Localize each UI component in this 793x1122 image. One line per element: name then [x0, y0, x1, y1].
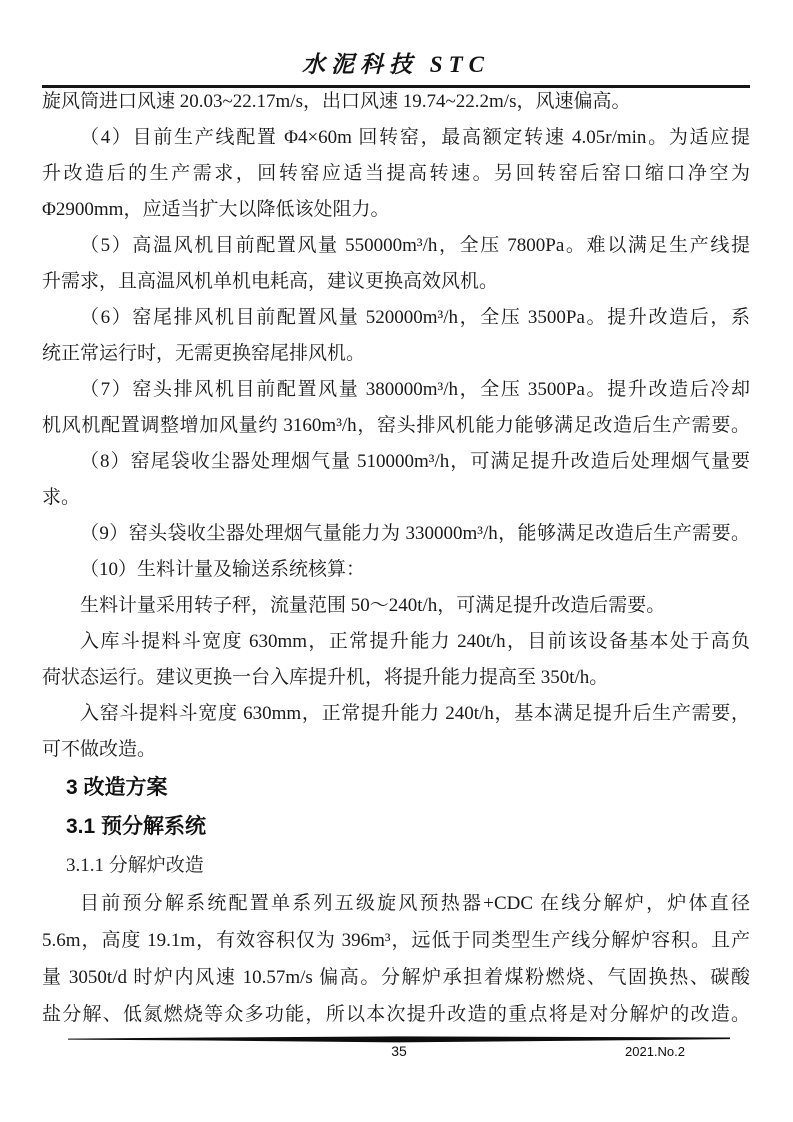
body-line: 升改造后的生产需求，回转窑应适当提高转速。另回转窑后窑口缩口净空为	[42, 163, 750, 184]
body-line: 求。	[42, 487, 81, 508]
body-line: 统正常运行时，无需更换窑尾排风机。	[42, 343, 366, 364]
body-line: Φ2900mm，应适当扩大以降低该处阻力。	[42, 199, 390, 220]
body-line: 入窑斗提料斗宽度 630mm，正常提升能力 240t/h，基本满足提升后生产需要，	[80, 703, 750, 724]
body-line: （5）高温风机目前配置风量 550000m³/h，全压 7800Pa。难以满足生产线提	[80, 235, 750, 256]
footer-rule-stroke	[68, 1036, 730, 1043]
body-line: 生料计量采用转子秤，流量范围 50～240t/h，可满足提升改造后需要。	[80, 595, 666, 616]
closing-line: 5.6m，高度 19.1m，有效容积仅为 396m³，远低于同类型生产线分解炉容积。且产	[42, 930, 750, 951]
body-text	[42, 84, 750, 768]
body-line: 旋风筒进口风速 20.03~22.17m/s，出口风速 19.74~22.2m/s，风速偏高。	[42, 91, 631, 112]
body-line: （9）窑头袋收尘器处理烟气量能力为 330000m³/h，能够满足改造后生产需要。	[80, 523, 750, 544]
body-line: （6）窑尾排风机目前配置风量 520000m³/h，全压 3500Pa。提升改造后，系	[80, 307, 750, 328]
issue-label: 2021.No.2	[625, 1044, 685, 1059]
body-line: 荷状态运行。建议更换一台入库提升机，将提升能力提高至 350t/h。	[42, 667, 609, 688]
body-line: （10）生料计量及输送系统核算：	[80, 559, 366, 580]
body-line: （8）窑尾袋收尘器处理烟气量 510000m³/h，可满足提升改造后处理烟气量要	[80, 451, 750, 472]
closing-line: 目前预分解系统配置单系列五级旋风预热器+CDC 在线分解炉，炉体直径	[80, 893, 750, 914]
journal-title: 水泥科技 STC	[302, 52, 490, 77]
section-heading: 3 改造方案	[66, 776, 168, 799]
page-number: 35	[391, 1043, 407, 1059]
body-line: 入库斗提料斗宽度 630mm，正常提升能力 240t/h，目前该设备基本处于高负	[80, 631, 750, 652]
body-line: 可不做改造。	[42, 739, 157, 760]
closing-paragraph	[42, 885, 750, 1033]
body-line: 机风机配置调整增加风量约 3160m³/h，窑头排风机能力能够满足改造后生产需要。	[42, 415, 750, 436]
body-line: （4）目前生产线配置 Φ4×60m 回转窑，最高额定转速 4.05r/min。为适应提	[80, 127, 750, 148]
subsubsection-heading: 3.1.1 分解炉改造	[66, 855, 204, 876]
body-line: （7）窑头排风机目前配置风量 380000m³/h，全压 3500Pa。提升改造后冷却	[80, 379, 750, 400]
subsection-heading: 3.1 预分解系统	[66, 815, 207, 838]
footer-rule	[68, 1036, 730, 1043]
closing-line: 量 3050t/d 时炉内风速 10.57m/s 偏高。分解炉承担着煤粉燃烧、气固换热、碳酸	[42, 967, 750, 988]
closing-line: 盐分解、低氮燃烧等众多功能，所以本次提升改造的重点将是对分解炉的改造。	[42, 1004, 750, 1025]
section-headings	[42, 768, 750, 885]
body-line: 升需求，且高温风机单机电耗高，建议更换高效风机。	[42, 271, 499, 292]
